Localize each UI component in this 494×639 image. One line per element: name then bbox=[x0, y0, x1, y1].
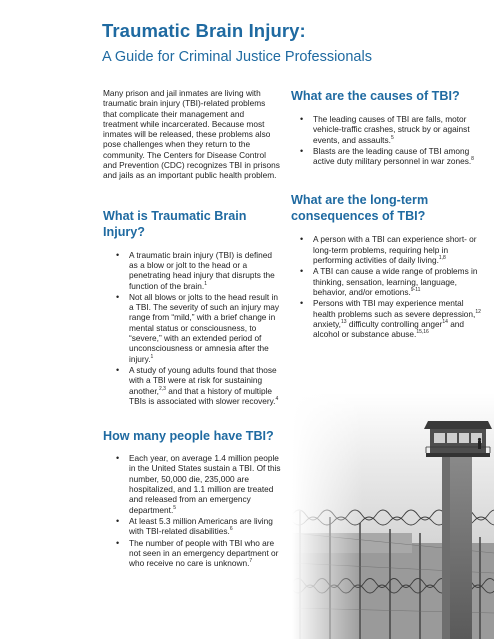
list-item: • The number of people with TBI who are not seen in an emergency department or who receive no care is unknown.$^7$ bbox=[129, 538, 281, 569]
citation: 7 bbox=[249, 558, 253, 565]
citation: 5 bbox=[390, 134, 394, 141]
left-column bbox=[103, 88, 281, 569]
consequences-list bbox=[313, 234, 486, 339]
citation: 1,8 bbox=[438, 255, 446, 262]
list-item: • A traumatic brain injury (TBI) is defined as a blow or jolt to the head or a penetrating head injury that disrupts the function of the brain.$^1$ bbox=[129, 250, 281, 291]
heading-what-is-tbi: What is Traumatic Brain Injury? bbox=[103, 208, 247, 239]
citation: 2,3 bbox=[159, 385, 166, 392]
list-item: • Each year, on average 1.4 million people in the United States sustain a TBI. Of this number, 50,000 die, 235,000 are hospitalized, and 1.1 million are treated and released from an emergency department.$^5$ bbox=[129, 453, 281, 515]
citation: 6 bbox=[229, 526, 233, 533]
heading-consequences: What are the long-term consequences of TBI? bbox=[291, 193, 429, 224]
page-title: Traumatic Brain Injury: bbox=[102, 20, 306, 41]
citation: 9-11 bbox=[410, 287, 421, 294]
list-item: • Persons with TBI may experience mental health problems such as severe depression,$^{12}$ anxiety,$^{13}$ difficulty controlling anger$^{14}$ and alcohol or substance abuse.$^{15,16}$ bbox=[313, 298, 486, 339]
citation: 12 bbox=[475, 308, 481, 315]
list-item: • A study of young adults found that those with a TBI were at risk for sustaining another,$^{2,3}$ and that a history of multiple TBIs is associated with slower recovery.$^4$ bbox=[129, 365, 281, 406]
list-item: • Blasts are the leading cause of TBI among active duty military personnel in war zones.$^8$ bbox=[313, 146, 486, 167]
citation: 15,16 bbox=[416, 329, 429, 336]
list-item: • At least 5.3 million Americans are living with TBI-related disabilities.$^6$ bbox=[129, 516, 281, 537]
list-item: • The leading causes of TBI are falls, motor vehicle-traffic crashes, struck by or against events, and assaults.$^5$ bbox=[313, 114, 486, 145]
page-subtitle: A Guide for Criminal Justice Professionals bbox=[102, 49, 372, 65]
citation: 5 bbox=[173, 504, 177, 511]
what-is-tbi-list bbox=[129, 250, 281, 406]
list-item: • A person with a TBI can experience short- or long-term problems, requiring help in performing activities of daily living.$^{1,8}$ bbox=[313, 234, 486, 265]
citation: 4 bbox=[275, 396, 279, 403]
prison-watchtower-photo bbox=[292, 393, 494, 639]
how-many-list bbox=[129, 453, 281, 568]
citation: 1 bbox=[150, 353, 154, 360]
heading-how-many: How many people have TBI? bbox=[103, 429, 274, 444]
heading-causes: What are the causes of TBI? bbox=[291, 89, 460, 103]
right-column bbox=[291, 88, 486, 340]
citation: 8 bbox=[471, 156, 474, 163]
list-item: • A TBI can cause a wide range of problems in thinking, sensation, learning, language, behavior, and/or emotions.$^{9-11}$ bbox=[313, 266, 486, 297]
citation: 13 bbox=[340, 319, 347, 326]
intro-paragraph: Many prison and jail inmates are living with traumatic brain injury (TBI)-related problems that complicate their management and treatment while incarcerated. Because most inmates will be released, these problems also pose challenges when they return to the community. The Centers for Disease Control and Prevention (CDC) recognizes TBI in prisons and jails as an important public health problem. bbox=[103, 88, 280, 181]
citation: 1 bbox=[204, 280, 207, 287]
citation: 14 bbox=[442, 319, 448, 326]
causes-list bbox=[313, 114, 486, 166]
list-item: • Not all blows or jolts to the head result in a TBI. The severity of such an injury may range from “mild,” with a brief change in mental status or consciousness, to “severe,” with an extended period of unconsciousness or amnesia after the injury.$^1$ bbox=[129, 292, 281, 364]
